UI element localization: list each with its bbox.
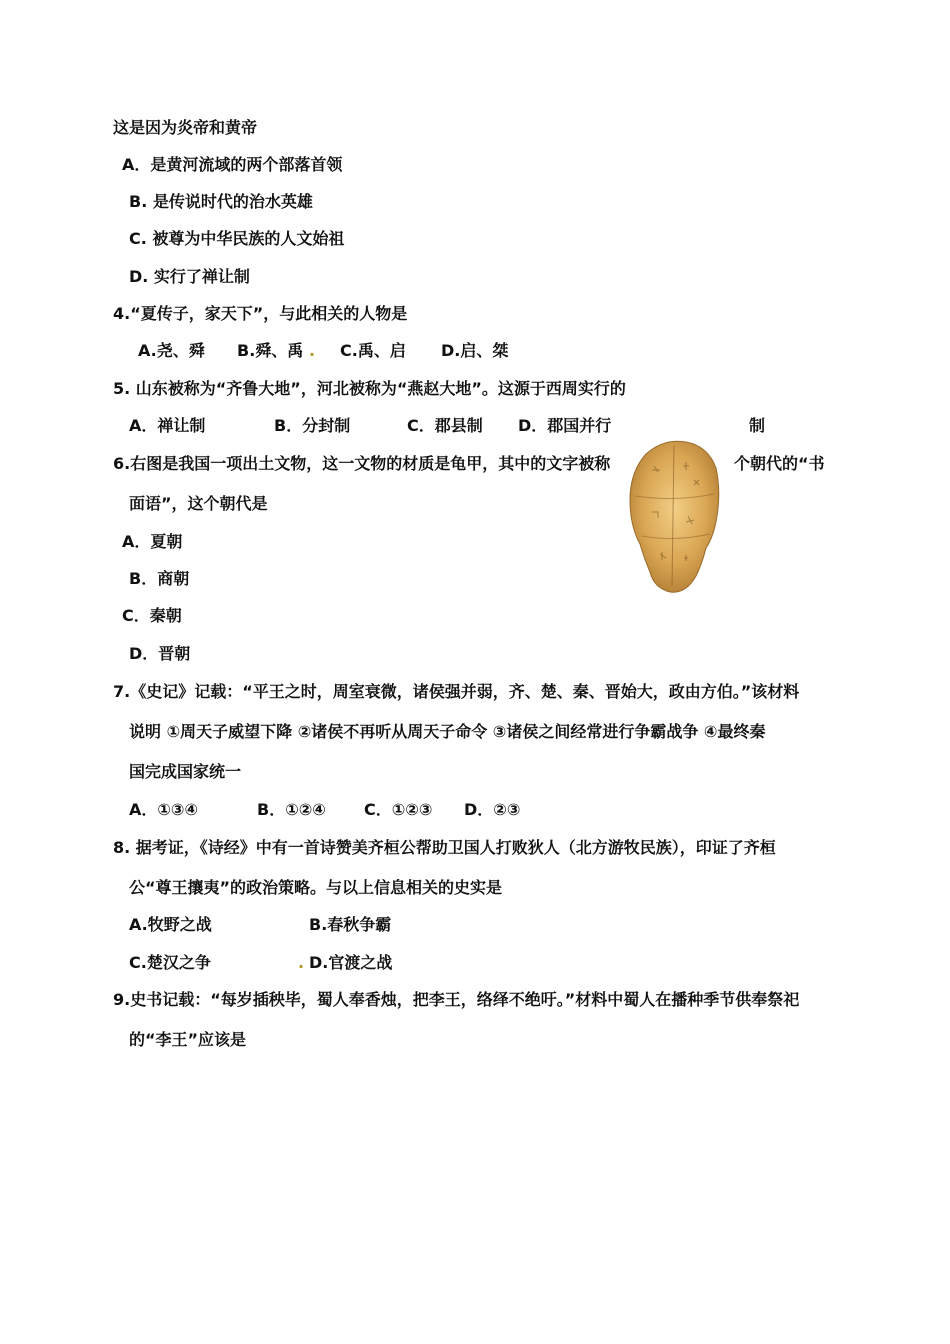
q6-option-a: A．夏朝 <box>122 532 183 551</box>
q7-option-d: D．②③ <box>464 800 521 819</box>
q5-stem: 5. 山东被称为“齐鲁大地”，河北被称为“燕赵大地”。这源于西周实行的 <box>113 379 626 398</box>
q4-option-a: A.尧、舜 <box>138 341 205 360</box>
q8-option-c: C.楚汉之争 <box>129 953 211 972</box>
q8-option-b: B.春秋争霸 <box>309 915 392 934</box>
q3-option-a: A．是黄河流域的两个部落首领 <box>122 155 343 174</box>
q6-stem-part1: 6.右图是我国一项出土文物，这一文物的材质是龟甲，其中的文字被称 <box>113 454 611 473</box>
q6-stem-part3: 面语”，这个朝代是 <box>129 494 268 513</box>
q7-option-c: C．①②③ <box>364 800 433 819</box>
q5-trailing-text: 制 <box>749 416 766 435</box>
q7-line2: 说明 ①周天子威望下降 ②诸侯不再听从周天子命令 ③诸侯之间经常进行争霸战争 ④最终秦 <box>129 722 766 741</box>
q8-line2: 公“尊王攘夷”的政治策略。与以上信息相关的史实是 <box>129 878 503 897</box>
q4-option-d: D.启、桀 <box>441 341 509 360</box>
q6-option-b: B．商朝 <box>129 569 190 588</box>
q7-option-b: B．①②④ <box>257 800 326 819</box>
q4-stem: 4.“夏传子，家天下”，与此相关的人物是 <box>113 304 408 323</box>
q6-option-c: C．秦朝 <box>122 606 182 625</box>
q7-line1: 7.《史记》记载：“平王之时，周室衰微，诸侯强并弱，齐、楚、秦、晋始大，政由方伯。”该材料 <box>113 682 800 701</box>
q9-line1: 9.史书记载：“每岁插秧毕，蜀人奉香烛，把李王，络绎不绝吁。”材料中蜀人在播种季节供奉祭祀 <box>113 990 800 1009</box>
q7-line3: 国完成国家统一 <box>129 762 242 781</box>
q4-option-c: C.禹、启 <box>340 341 406 360</box>
q5-option-c: C．郡县制 <box>407 416 483 435</box>
q6-stem-part2: 个朝代的“书 <box>734 454 825 473</box>
q5-option-a: A．禅让制 <box>129 416 206 435</box>
q4-option-b: B.舜、禹 <box>237 341 304 360</box>
q8-stray-mark: . <box>298 953 305 972</box>
q5-option-d: D．郡国并行 <box>518 416 612 435</box>
q3-option-d: D. 实行了禅让制 <box>129 267 250 286</box>
turtle-shell-icon <box>624 436 724 596</box>
q3-option-b: B. 是传说时代的治水英雄 <box>129 192 313 211</box>
q8-option-d: D.官渡之战 <box>309 953 393 972</box>
q3-option-c: C. 被尊为中华民族的人文始祖 <box>129 229 345 248</box>
q6-option-d: D．晋朝 <box>129 644 191 663</box>
q3-stem: 这是因为炎帝和黄帝 <box>113 118 258 137</box>
q7-option-a: A．①③④ <box>129 800 199 819</box>
q8-option-a: A.牧野之战 <box>129 915 212 934</box>
q5-option-b: B．分封制 <box>274 416 351 435</box>
q4-stray-mark: . <box>309 341 316 360</box>
q8-line1: 8. 据考证，《诗经》中有一首诗赞美齐桓公帮助卫国人打败狄人（北方游牧民族），印证了齐桓 <box>113 838 776 857</box>
oracle-bone-image <box>624 436 724 596</box>
q9-line2: 的“李王”应该是 <box>129 1030 247 1049</box>
